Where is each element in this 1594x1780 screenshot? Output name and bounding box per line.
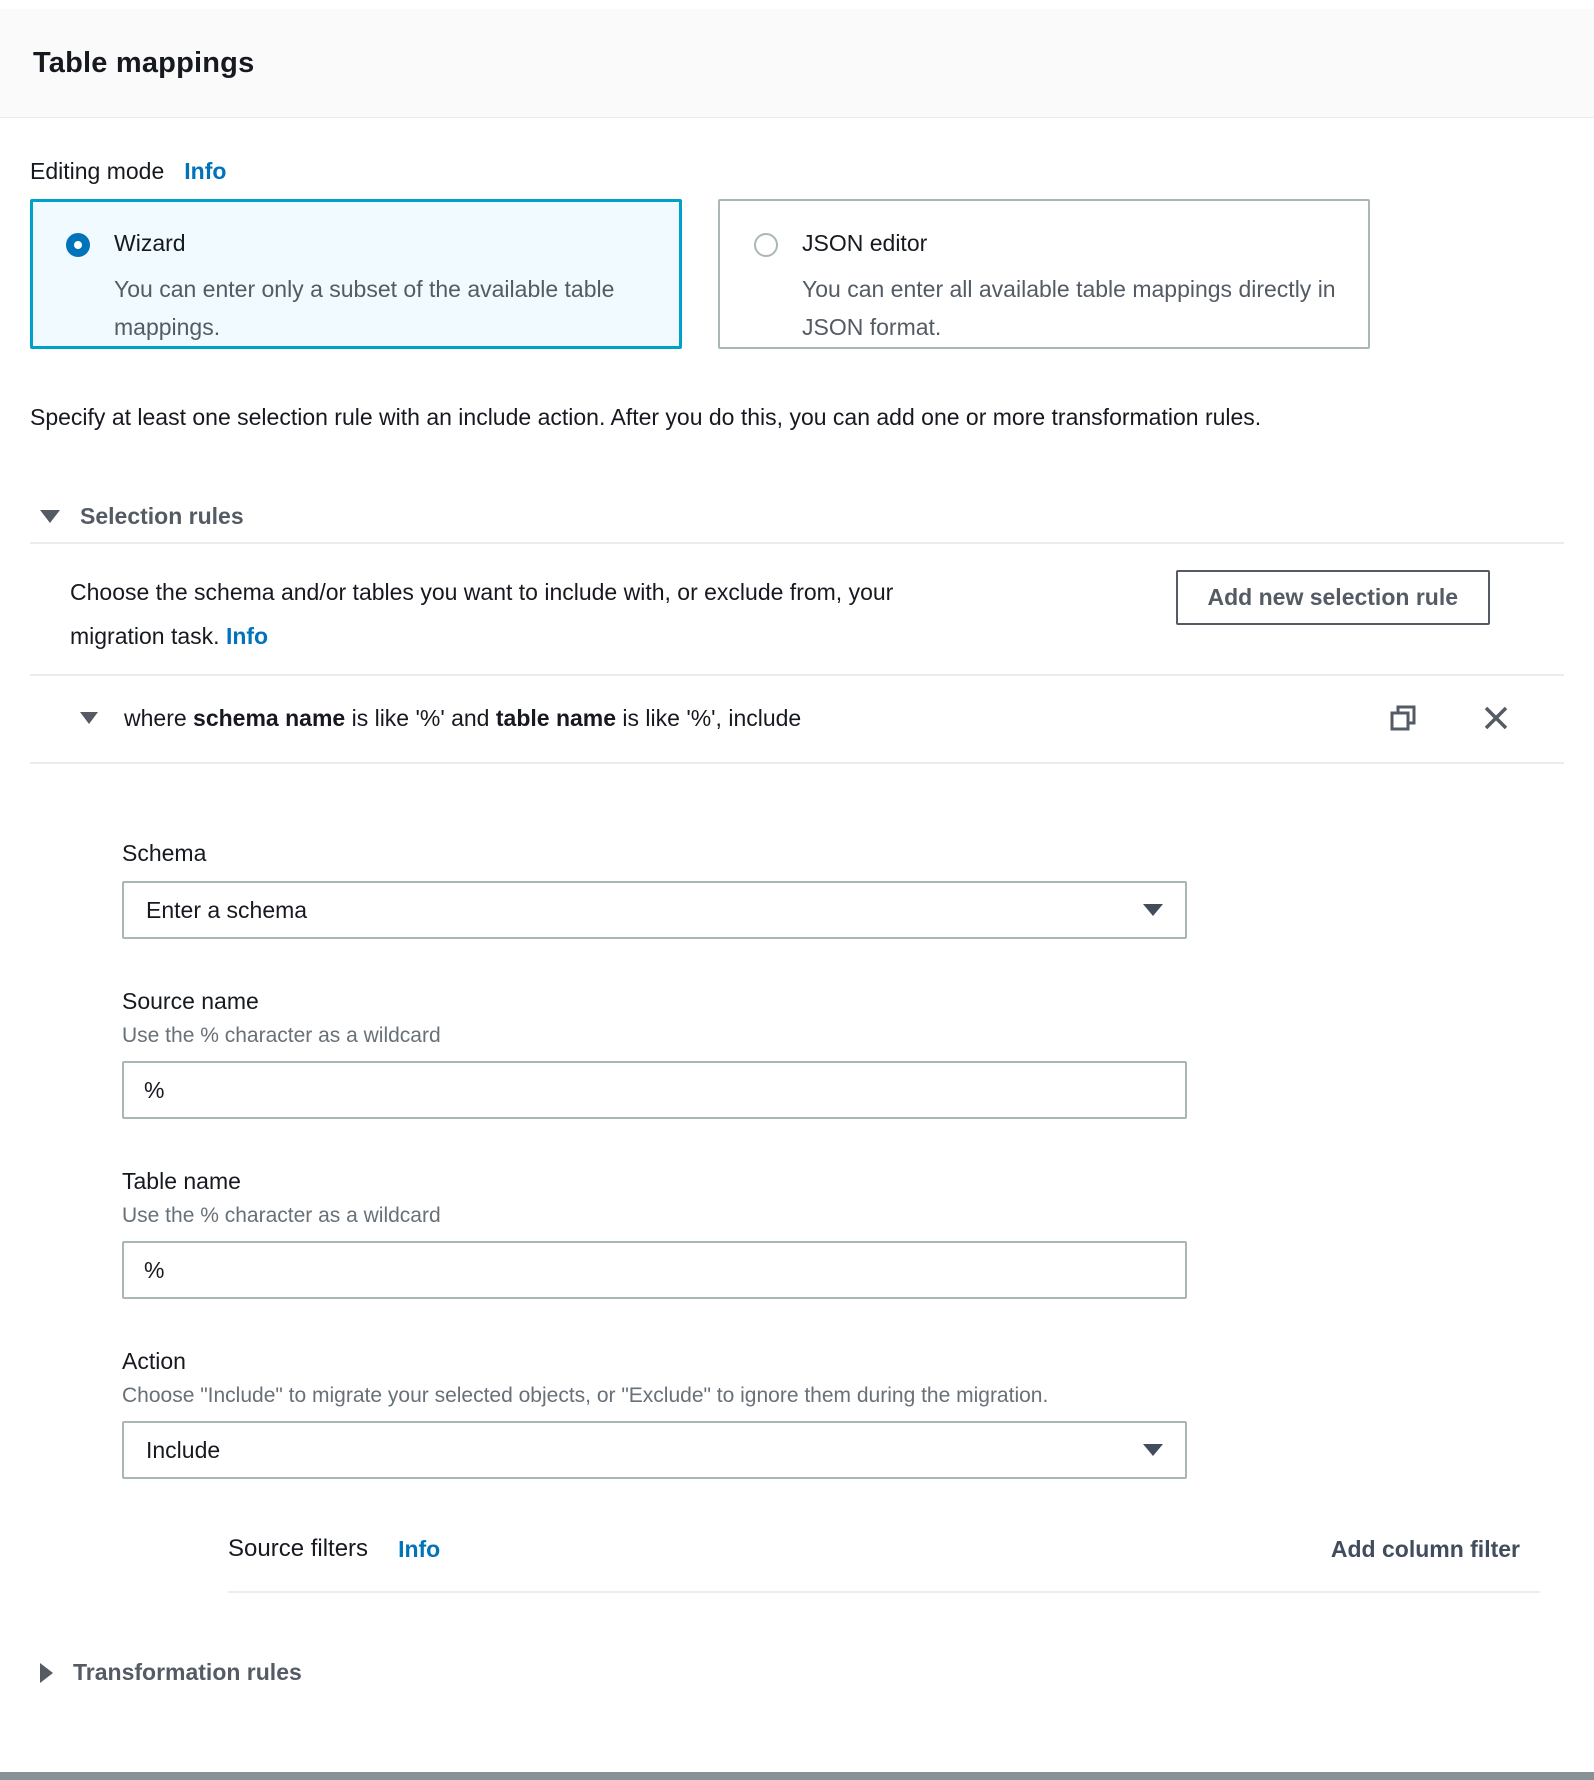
bottom-bar [0,1772,1594,1780]
add-selection-rule-button[interactable]: Add new selection rule [1176,570,1491,625]
rule-summary-table-name: table name [495,704,617,731]
caret-down-icon [40,510,60,523]
source-filters-info-link[interactable]: Info [398,1535,441,1562]
json-editor-option-label: JSON editor [802,230,928,256]
intro-text: Specify at least one selection rule with an include action. After you do this, you can add one or more transformation rules. [30,404,1262,430]
page-header [0,9,1594,118]
schema-select-value: Enter a schema [146,896,308,923]
selection-rules-intro-row [70,570,1564,658]
divider [30,762,1564,764]
json-editor-option-description: You can enter all available table mappings directly in JSON format. [802,276,1336,340]
action-select[interactable] [122,1421,1187,1479]
rule-summary-suffix: is like '%', include [616,704,802,731]
table-name-input[interactable] [122,1241,1187,1299]
radio-unselected-icon[interactable] [754,233,778,257]
editing-mode-row [30,158,1564,185]
add-column-filter-button[interactable]: Add column filter [1330,1535,1520,1562]
remove-rule-button[interactable] [1480,702,1512,734]
chevron-down-icon [1143,904,1163,916]
selection-rules-info-link[interactable]: Info [225,623,269,649]
page-title: Table mappings [33,46,255,79]
editing-mode-option-json-editor[interactable] [718,199,1370,349]
rule-summary-prefix: where [124,704,194,731]
editing-mode-option-wizard[interactable] [30,199,682,349]
source-filters-header [228,1535,1540,1563]
caret-right-icon [40,1663,53,1683]
source-filters-title: Source filters [228,1535,369,1562]
close-icon [1480,702,1512,734]
chevron-down-icon [1143,1444,1163,1456]
selection-rule-header[interactable] [80,700,1564,736]
caret-down-icon [80,712,98,724]
selection-rules-description-text: Choose the schema and/or tables you want to include with, or exclude from, your migration task. [70,579,894,649]
table-name-label: Table name [122,1168,241,1194]
rule-actions [1388,702,1512,734]
selection-rules-title: Selection rules [80,503,244,529]
wizard-option-label: Wizard [114,230,186,256]
source-name-label: Source name [122,988,259,1014]
radio-selected-icon[interactable] [66,233,90,257]
wizard-option-text [114,229,652,346]
schema-label: Schema [122,840,207,866]
action-label: Action [122,1348,186,1374]
source-name-input[interactable] [122,1061,1187,1119]
selection-rules-description [70,570,990,658]
selection-rules-toggle[interactable] [40,503,1564,530]
rule-summary-middle: is like '%' and [345,704,496,731]
copy-icon [1388,703,1418,733]
divider [228,1591,1540,1593]
divider [30,674,1564,676]
editing-mode-info-link[interactable]: Info [184,158,227,184]
transformation-rules-title: Transformation rules [73,1659,302,1685]
editing-mode-options [30,199,1564,349]
schema-select[interactable] [122,881,1187,939]
rule-summary-schema-name: schema name [193,704,346,731]
json-editor-option-text [802,229,1340,347]
main-content [0,158,1594,1686]
selection-rule-summary [124,705,801,732]
table-name-hint: Use the % character as a wildcard [122,1204,441,1227]
duplicate-rule-button[interactable] [1388,703,1418,733]
source-filters-section [228,1535,1540,1593]
action-select-value: Include [146,1436,221,1463]
transformation-rules-toggle[interactable] [40,1659,1564,1686]
wizard-option-description: You can enter only a subset of the available table mappings. [114,276,615,340]
source-name-hint: Use the % character as a wildcard [122,1024,441,1047]
editing-mode-label: Editing mode [30,158,165,184]
selection-rule-form [122,839,1520,1593]
divider [30,542,1564,544]
top-strip [0,0,1594,9]
action-hint: Choose "Include" to migrate your selected objects, or "Exclude" to ignore them during the migration. [122,1384,1049,1407]
